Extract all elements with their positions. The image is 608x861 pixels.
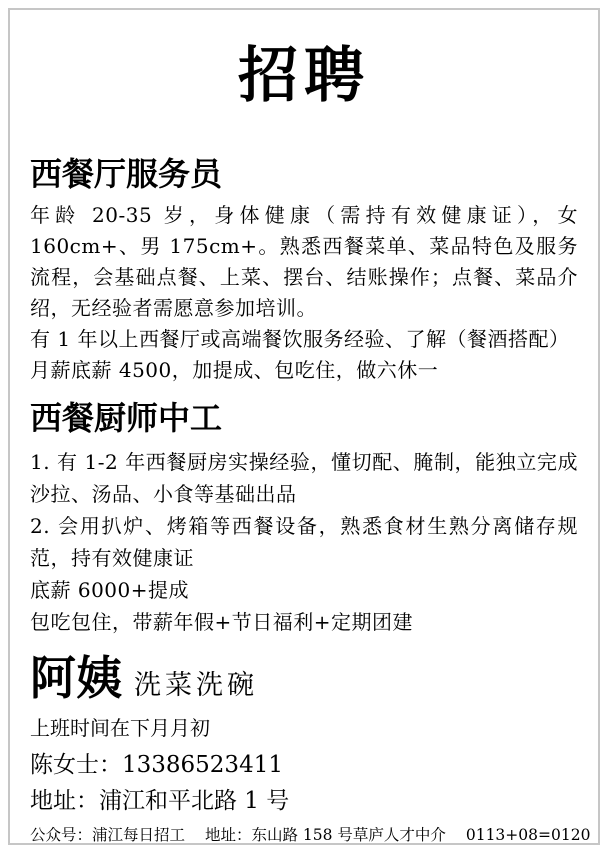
cook-details	[30, 446, 578, 638]
aunt-heading-row	[30, 652, 578, 704]
poster-footer	[30, 824, 591, 845]
recruitment-poster-page	[0, 8, 608, 861]
footer-code-text: 0113+08=0120	[465, 826, 591, 844]
footer-agency-text: 地址：东山路 158 号草庐人才中介	[204, 826, 446, 844]
job-heading-cook: 西餐厨师中工	[30, 399, 223, 437]
job-heading-aunt: 阿姨	[30, 651, 122, 705]
waiter-salary-text: 月薪底薪 4500，加提成、包吃住，做六休一	[30, 358, 439, 382]
poster-border-frame	[8, 8, 600, 845]
cook-benefits-text: 包吃包住，带薪年假+节日福利+定期团建	[30, 610, 414, 634]
cook-item-2: 2. 会用扒炉、烤箱等西餐设备，熟悉食材生熟分离储存规范，持有效健康证	[30, 514, 578, 570]
waiter-requirements-text: 年龄 20-35 岁，身体健康（需持有效健康证），女 160cm+、男 175cm+。熟悉西餐菜单、菜品特色及服务流程，会基础点餐、上菜、摆台、结账操作；点餐、菜品介绍，无经验者需愿意参加培训。	[30, 203, 578, 320]
job-section-cook	[30, 398, 578, 638]
waiter-experience-text: 有 1 年以上西餐厅或高端餐饮服务经验、了解（餐酒搭配）	[30, 327, 570, 351]
job-heading-waiter: 西餐厅服务员	[30, 155, 223, 193]
poster-title: 招聘	[238, 41, 370, 111]
footer-wechat-text: 公众号：浦江每日招工	[30, 826, 186, 844]
job-section-aunt	[30, 652, 578, 818]
cook-salary-text: 底薪 6000+提成	[30, 578, 190, 602]
aunt-subheading: 洗菜洗碗	[134, 670, 258, 701]
aunt-schedule-text: 上班时间在下月月初	[30, 716, 210, 740]
job-section-waiter	[30, 154, 578, 386]
contact-phone-line: 陈女士：13386523411	[30, 752, 283, 778]
cook-item-1: 1. 有 1-2 年西餐厨房实操经验，懂切配、腌制，能独立完成沙拉、汤品、小食等基础出品	[30, 450, 578, 506]
contact-address-line: 地址：浦江和平北路 1 号	[30, 788, 290, 814]
